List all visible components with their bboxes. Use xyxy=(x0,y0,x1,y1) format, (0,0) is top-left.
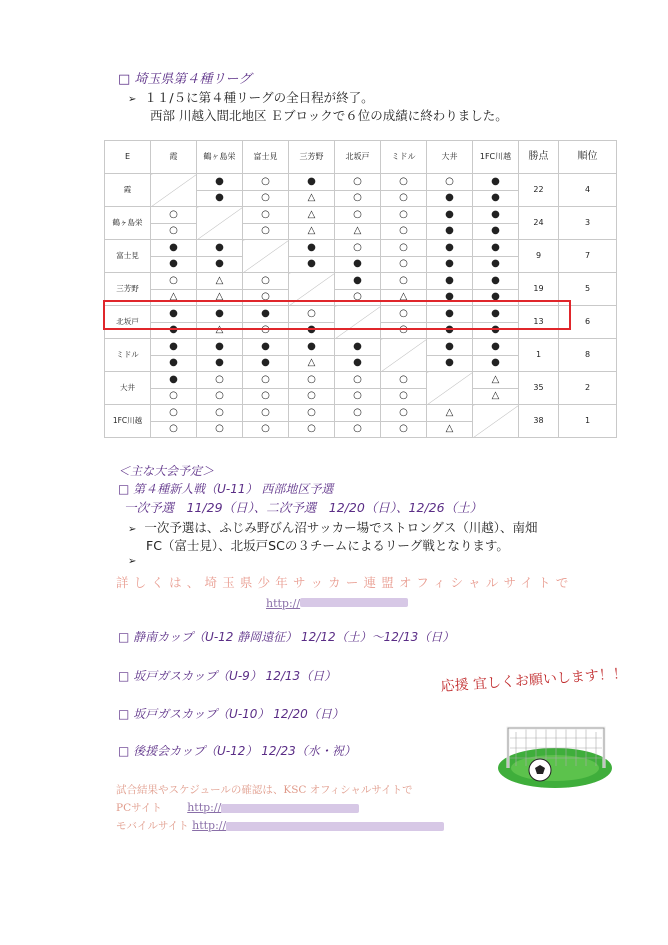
result-cell: ● xyxy=(473,289,519,306)
table-row xyxy=(105,207,617,224)
result-cell: ● xyxy=(289,322,335,339)
row-team-name: 三芳野 xyxy=(105,273,151,306)
result-cell: ○ xyxy=(381,322,427,339)
result-cell: ○ xyxy=(243,207,289,224)
result-cell: ● xyxy=(151,306,197,323)
summary-line-1: ➢ １１/５に第４種リーグの全日程が終了。 xyxy=(128,90,374,105)
result-cell: ● xyxy=(427,306,473,323)
result-cell: ○ xyxy=(151,388,197,405)
result-cell: ● xyxy=(197,174,243,191)
result-cell: ● xyxy=(289,256,335,273)
result-cell: ○ xyxy=(335,174,381,191)
table-row xyxy=(105,372,617,389)
col-team: ミドル xyxy=(381,141,427,174)
result-cell: △ xyxy=(197,289,243,306)
result-cell: ○ xyxy=(243,372,289,389)
result-cell: △ xyxy=(289,223,335,240)
result-cell: △ xyxy=(289,355,335,372)
result-cell: △ xyxy=(197,273,243,290)
result-cell: ● xyxy=(335,256,381,273)
result-cell: ● xyxy=(151,339,197,356)
result-cell: ● xyxy=(473,273,519,290)
rank-cell: 6 xyxy=(559,306,617,339)
result-cell: ● xyxy=(427,190,473,207)
row-team-name: 1FC川越 xyxy=(105,405,151,438)
mobile-site-link[interactable]: http:// xyxy=(192,819,227,832)
result-cell: ○ xyxy=(335,372,381,389)
result-cell: ● xyxy=(151,240,197,257)
result-cell: △ xyxy=(289,207,335,224)
result-cell: △ xyxy=(289,190,335,207)
result-cell: ○ xyxy=(381,388,427,405)
result-cell: △ xyxy=(197,322,243,339)
result-cell: ● xyxy=(473,322,519,339)
result-cell: ● xyxy=(289,174,335,191)
result-cell: ● xyxy=(427,240,473,257)
result-cell: ○ xyxy=(381,273,427,290)
self-match-cell xyxy=(427,372,473,405)
mobile-site-row: モバイルサイト http:// xyxy=(116,818,444,833)
result-cell: ● xyxy=(473,339,519,356)
row-team-name: 北坂戸 xyxy=(105,306,151,339)
result-cell: ● xyxy=(151,256,197,273)
table-row xyxy=(105,273,617,290)
table-row xyxy=(105,405,617,422)
result-cell: ● xyxy=(335,355,381,372)
result-cell: ○ xyxy=(381,240,427,257)
result-cell: ● xyxy=(427,339,473,356)
col-team: 大井 xyxy=(427,141,473,174)
points-cell: 13 xyxy=(519,306,559,339)
event-5: □ 後援会カップ（U-12） 12/23（水・祝） xyxy=(118,744,356,758)
league-table xyxy=(104,140,617,438)
result-cell: ○ xyxy=(243,223,289,240)
rank-cell: 7 xyxy=(559,240,617,273)
result-cell: ○ xyxy=(243,273,289,290)
result-cell: △ xyxy=(427,421,473,438)
row-team-name: ミドル xyxy=(105,339,151,372)
rank-cell: 2 xyxy=(559,372,617,405)
result-cell: ● xyxy=(473,306,519,323)
blurred-url xyxy=(300,598,408,607)
result-cell: ○ xyxy=(335,388,381,405)
result-cell: ○ xyxy=(289,405,335,422)
summary-line-2: 西部 川越入間北地区 Ｅブロックで６位の成績に終わりました。 xyxy=(150,108,508,123)
points-cell: 24 xyxy=(519,207,559,240)
cheer-message: 応援 宜しくお願いします！！ xyxy=(440,665,628,695)
self-match-cell xyxy=(243,240,289,273)
result-cell: ● xyxy=(151,355,197,372)
result-cell: ○ xyxy=(243,190,289,207)
result-cell: ○ xyxy=(335,240,381,257)
league-title: □ 埼玉県第４種リーグ xyxy=(118,72,252,87)
result-cell: ○ xyxy=(335,421,381,438)
col-team: 霞 xyxy=(151,141,197,174)
result-cell: ● xyxy=(427,207,473,224)
result-cell: ○ xyxy=(335,207,381,224)
rank-cell: 8 xyxy=(559,339,617,372)
result-cell: ○ xyxy=(243,289,289,306)
result-cell: △ xyxy=(335,223,381,240)
result-cell: ● xyxy=(427,289,473,306)
result-cell: △ xyxy=(381,289,427,306)
result-cell: ● xyxy=(473,174,519,191)
result-cell: ○ xyxy=(197,421,243,438)
result-cell: ○ xyxy=(381,372,427,389)
col-team: 鶴ヶ島栄 xyxy=(197,141,243,174)
result-cell: ○ xyxy=(243,174,289,191)
points-cell: 35 xyxy=(519,372,559,405)
row-team-name: 大井 xyxy=(105,372,151,405)
result-cell: ● xyxy=(289,240,335,257)
result-cell: ● xyxy=(335,339,381,356)
result-cell: △ xyxy=(151,289,197,306)
result-cell: ● xyxy=(197,190,243,207)
event-3: □ 坂戸ガスカップ（U-9） 12/13（日） xyxy=(118,669,337,683)
event-1-title: □ 第４種新人戦（U-11） 西部地区予選 xyxy=(118,482,334,496)
result-cell: ○ xyxy=(197,372,243,389)
result-cell: △ xyxy=(473,372,519,389)
footer-line: 試合結果やスケジュールの確認は、KSC オフィシャルサイトで xyxy=(116,784,413,796)
pc-site-row: PCサイト http:// xyxy=(116,800,359,815)
rank-cell: 3 xyxy=(559,207,617,240)
table-row xyxy=(105,174,617,191)
result-cell: ○ xyxy=(381,306,427,323)
result-cell: ● xyxy=(473,240,519,257)
rank-cell: 1 xyxy=(559,405,617,438)
self-match-cell xyxy=(197,207,243,240)
result-cell: △ xyxy=(427,405,473,422)
result-cell: ○ xyxy=(289,306,335,323)
col-team: 北坂戸 xyxy=(335,141,381,174)
points-cell: 1 xyxy=(519,339,559,372)
col-team: 1FC川越 xyxy=(473,141,519,174)
pc-site-link[interactable]: http:// xyxy=(187,801,222,814)
col-team: 三芳野 xyxy=(289,141,335,174)
table-row xyxy=(105,240,617,257)
rank-cell: 5 xyxy=(559,273,617,306)
result-cell: ● xyxy=(197,256,243,273)
result-cell: ● xyxy=(335,273,381,290)
result-cell: ○ xyxy=(381,207,427,224)
result-cell: ○ xyxy=(151,207,197,224)
self-match-cell xyxy=(473,405,519,438)
rank-cell: 4 xyxy=(559,174,617,207)
result-cell: ● xyxy=(473,256,519,273)
result-cell: ○ xyxy=(197,405,243,422)
points-cell: 38 xyxy=(519,405,559,438)
col-rank: 順位 xyxy=(559,141,617,174)
event-4: □ 坂戸ガスカップ（U-10） 12/20（日） xyxy=(118,707,344,721)
arrow-bullet-icon: ➢ xyxy=(128,94,137,105)
result-cell: ● xyxy=(151,322,197,339)
event-1-dates: 一次予選 11/29（日）、二次予選 12/20（日）、12/26（土） xyxy=(124,500,483,515)
result-cell: ● xyxy=(243,306,289,323)
result-cell: ● xyxy=(473,355,519,372)
result-cell: ○ xyxy=(243,388,289,405)
row-team-name: 霞 xyxy=(105,174,151,207)
result-cell: ● xyxy=(243,355,289,372)
result-cell: ○ xyxy=(151,223,197,240)
result-cell: ○ xyxy=(381,405,427,422)
result-cell: ○ xyxy=(289,388,335,405)
table-row xyxy=(105,339,617,356)
result-cell: △ xyxy=(473,388,519,405)
details-link[interactable]: http:// xyxy=(266,592,408,611)
result-cell: ○ xyxy=(335,405,381,422)
result-cell: ○ xyxy=(381,174,427,191)
result-cell: ● xyxy=(427,223,473,240)
result-cell: ○ xyxy=(381,223,427,240)
blurred-url xyxy=(221,804,359,813)
result-cell: ● xyxy=(197,355,243,372)
result-cell: ○ xyxy=(151,273,197,290)
result-cell: ○ xyxy=(243,421,289,438)
arrow-bullet-icon: ➢ xyxy=(128,524,137,535)
result-cell: ○ xyxy=(335,289,381,306)
points-cell: 22 xyxy=(519,174,559,207)
result-cell: ● xyxy=(289,339,335,356)
result-cell: ● xyxy=(473,223,519,240)
result-cell: ○ xyxy=(335,190,381,207)
result-cell: ● xyxy=(427,355,473,372)
result-cell: ○ xyxy=(197,388,243,405)
result-cell: ○ xyxy=(381,256,427,273)
row-team-name: 富士見 xyxy=(105,240,151,273)
soccer-goal-illustration xyxy=(496,718,614,790)
result-cell: ○ xyxy=(151,405,197,422)
self-match-cell xyxy=(151,174,197,207)
result-cell: ● xyxy=(473,190,519,207)
points-cell: 9 xyxy=(519,240,559,273)
result-cell: ● xyxy=(427,322,473,339)
result-cell: ● xyxy=(427,256,473,273)
result-cell: ● xyxy=(427,273,473,290)
arrow-bullet-icon: ➢ xyxy=(128,556,137,567)
table-header-row xyxy=(105,141,617,174)
events-heading: ＜主な大会予定＞ xyxy=(118,464,215,478)
result-cell: ● xyxy=(197,339,243,356)
event-1-note-2: FC（富士見）、北坂戸SCの３チームによるリーグ戦となります。 xyxy=(146,538,509,553)
result-cell: ○ xyxy=(243,405,289,422)
result-cell: ● xyxy=(197,240,243,257)
col-points: 勝点 xyxy=(519,141,559,174)
points-cell: 19 xyxy=(519,273,559,306)
result-cell: ○ xyxy=(289,421,335,438)
result-cell: ○ xyxy=(243,322,289,339)
result-cell: ● xyxy=(151,372,197,389)
event-2: □ 静南カップ（U-12 静岡遠征） 12/12（土）～12/13（日） xyxy=(118,630,455,644)
result-cell: ○ xyxy=(151,421,197,438)
result-cell: ● xyxy=(197,306,243,323)
result-cell: ○ xyxy=(289,372,335,389)
blurred-url xyxy=(226,822,444,831)
block-label: E xyxy=(105,141,151,174)
details-text: 詳しくは、埼玉県少年サッカー連盟オフィシャルサイトで xyxy=(116,575,574,590)
event-1-note-1: ➢ 一次予選は、ふじみ野びん沼サッカー場でストロングス（川越）、南畑 xyxy=(128,520,538,535)
result-cell: ○ xyxy=(381,421,427,438)
kitasakado-highlight xyxy=(103,300,571,330)
self-match-cell xyxy=(381,339,427,372)
result-cell: ● xyxy=(243,339,289,356)
result-cell: ○ xyxy=(427,174,473,191)
row-team-name: 鶴ヶ島栄 xyxy=(105,207,151,240)
result-cell: ○ xyxy=(381,190,427,207)
result-cell: ● xyxy=(473,207,519,224)
col-team: 富士見 xyxy=(243,141,289,174)
